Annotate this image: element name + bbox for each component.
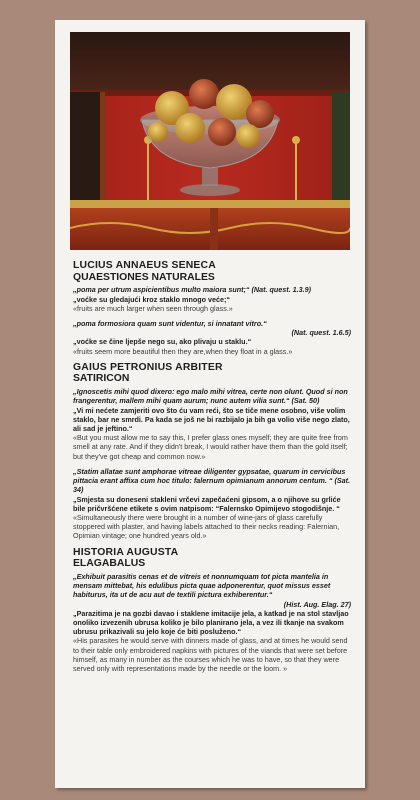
quote-reference: (Nat. quest. 1.3.9) [251,285,312,295]
author-heading: GAIUS PETRONIUS ARBITER [73,361,223,373]
croatian-translation: „Parazitima je na gozbi davao i staklene imitacije jela, a katkad je na stol stavljao onoliko izvezenih ubrusa koliko je bilo planirano jela, a vez ili tkanje na svakom ubrusu prikazivali su jelo koje će biti posluženo.“ [73,608,349,637]
quote-reference: (Hist. Aug. Elag. 27) [283,599,351,609]
section-petronius [73,362,351,541]
english-translation: «His parasites he would serve with dinners made of glass, and at times he would send to their table only embroidered napkins with pictures of the viands that were set before himself, as many in number as the courses which he was to have, so that they were served only with representations made by the needle or the loom. » [73,636,348,674]
latin-quote: „poma formosiora quam sunt videntur, si innatant vitro.“ [73,318,267,328]
quote-block [73,467,351,541]
quotes-content [73,260,351,679]
author-heading: HISTORIA AUGUSTA [73,546,179,558]
work-heading: ELAGABALUS [73,558,146,570]
croatian-translation: „Vi mi nećete zamjeriti ovo što ću vam reći, što se tiče mene osobno, više volim staklo, bar ne smrdi. Pa kada se još ne bi razbijalo ja bih ga volio više nego zlato, ali sad je jeftino.“ [73,405,350,433]
english-translation: «But you must allow me to say this, I prefer glass ones myself; they are quite free from smell at any rate. And if they didn't break, I would rather have them than the gold itself; but they've got cheap and common now.» [73,433,348,461]
section-seneca [73,260,351,356]
croatian-translation: „Smjesta su doneseni stakleni vrčevi zapečaćeni gipsom, a o njihove su grliće bile pričvršćene etikete s ovim natpisom: “Falernsko Opimijevo stogodišnje. “ [73,494,341,513]
quote-reference: (Sat. 50) [291,396,320,406]
quote-block [73,387,351,461]
fresco-fruit-bowl-image [70,32,350,250]
english-translation: «Simultaneously there were brought in a number of wine-jars of glass carefully stoppered with plaster, and having labels attached to their necks reading: Falernian, Opimian vintage; one hundred years old.» [73,512,340,541]
croatian-translation: „voćke se čine ljepše nego su, ako plivaju u staklu.“ [73,337,252,347]
quote-block [73,285,351,313]
latin-quote: „poma per utrum aspicientibus multo maiora sunt;“ [73,285,250,295]
latin-quote: „Exhibuit parasitis cenas et de vitreis et nonnumquam tot picta mantelia in mensam mittebat, his edulibus picta quae adponerentur, quot missus esset habiturus, ita ut de acu aut de textili pictura exhiberentur.“ [73,571,331,600]
quote-block [73,319,351,356]
work-heading: SATIRICON [73,373,130,385]
latin-quote: „Statim allatae sunt amphorae vitreae diligenter gypsatae, quarum in cervicibus pittacia erant affixa cum hoc titulo: falernum opimianum annorum centum. “ [73,466,346,486]
author-heading: LUCIUS ANNAEUS SENECA [73,260,216,271]
croatian-translation: „voćke su gledajući kroz staklo mnogo veće;“ [73,294,230,304]
english-translation: «fruits are much larger when seen through glass.» [73,303,233,313]
english-translation: «fruits seem more beautiful then they are,when they float in a glass.» [73,346,293,356]
quote-reference: (Sat. 34) [73,476,351,495]
quote-reference: (Nat. quest. 1.6.5) [291,328,351,338]
quote-block [73,572,351,673]
latin-quote: „Ignoscetis mihi quod dixero: ego malo mihi vitrea, certe non olunt. Quod si non frangerentur, mallem mihi quam aurum; nunc autem vilia sunt.“ [73,387,348,406]
work-heading: QUAESTIONES NATURALES [73,271,215,283]
museum-info-card [55,20,365,788]
section-historia-augusta [73,547,351,674]
